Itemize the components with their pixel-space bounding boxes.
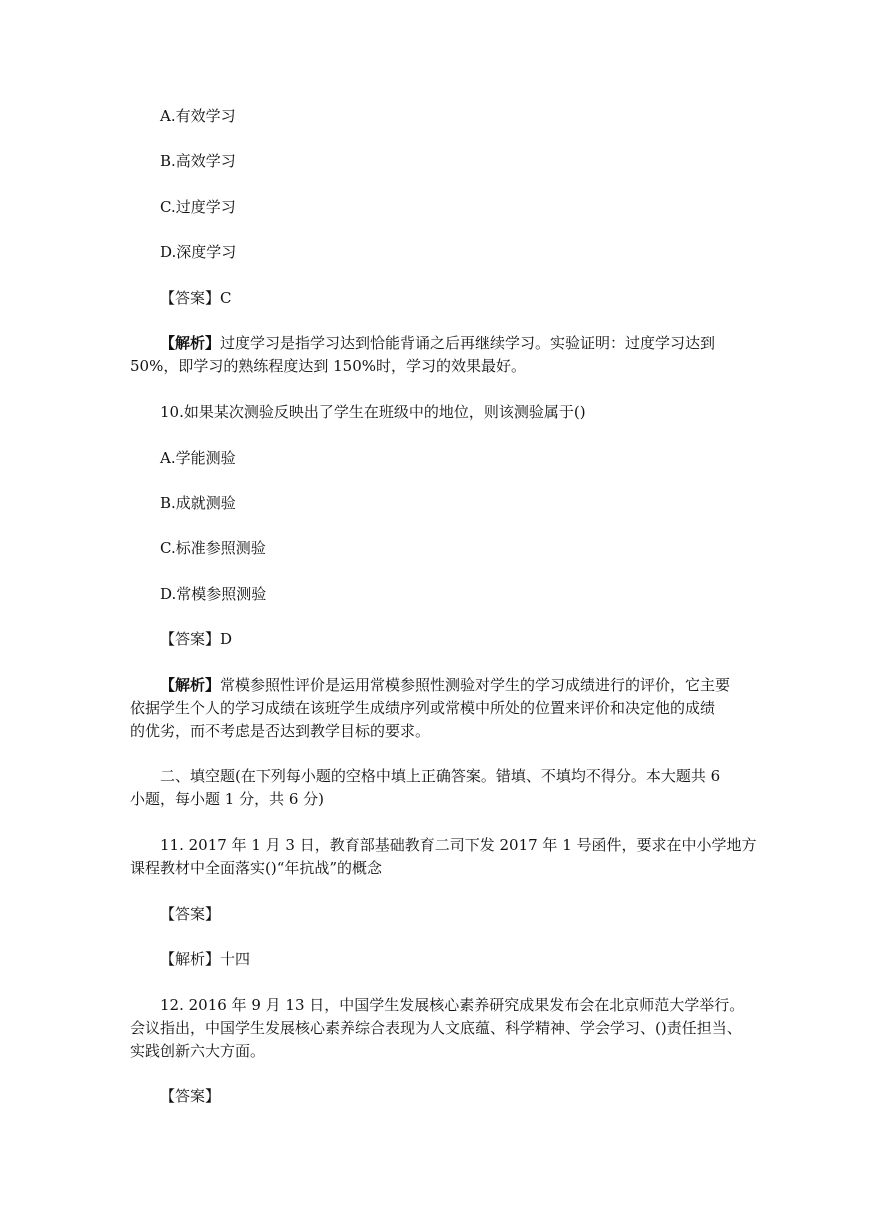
q12-question-line-2: 会议指出，中国学生发展核心素养综合表现为人文底蕴、科学精神、学会学习、()责任担当、 (130, 1019, 742, 1037)
analysis-tag: 【解析】 (160, 950, 221, 968)
q11-question-line-2: 课程教材中全面落实()“年抗战”的概念 (130, 859, 383, 877)
q12-question-line-1: 12. 2016 年 9 月 13 日，中国学生发展核心素养研究成果发布会在北京师范大学举行。 (160, 996, 745, 1014)
q9-option-b: B.高效学习 (160, 152, 236, 170)
analysis-value: 十四 (220, 950, 251, 968)
answer-value: D (220, 630, 233, 648)
q11-answer: 【答案】 (160, 905, 221, 923)
analysis-tag: 【解析】 (160, 334, 221, 352)
q9-option-c: C.过度学习 (160, 198, 236, 216)
q12-question-line-3: 实践创新六大方面。 (130, 1042, 266, 1060)
q9-answer (160, 287, 800, 310)
q10-answer (160, 628, 800, 651)
q10-option-a: A.学能测验 (160, 449, 236, 467)
section-fill-in-heading-line-2: 小题，每小题 1 分，共 6 分) (130, 790, 325, 808)
q9-option-a: A.有效学习 (160, 107, 236, 125)
q10-option-d: D.常模参照测验 (160, 585, 267, 603)
q10-option-c: C.标准参照测验 (160, 539, 266, 557)
analysis-tag: 【解析】 (160, 676, 221, 694)
q9-analysis-line-1: 【解析】过度学习是指学习达到恰能背诵之后再继续学习。实验证明：过度学习达到 (160, 334, 716, 352)
q12-answer: 【答案】 (160, 1087, 221, 1105)
answer-value: C (220, 289, 232, 307)
answer-tag: 【答案】 (160, 289, 221, 307)
q11-question-line-1: 11. 2017 年 1 月 3 日，教育部基础教育二司下发 2017 年 1 号函件，要求在中小学地方 (160, 836, 757, 854)
q10-analysis-line-1: 【解析】常模参照性评价是运用常模参照性测验对学生的学习成绩进行的评价，它主要 (160, 676, 731, 694)
q10-question: 10.如果某次测验反映出了学生在班级中的地位，则该测验属于() (160, 403, 586, 421)
section-fill-in-heading-line-1: 二、填空题(在下列每小题的空格中填上正确答案。错填、不填均不得分。本大题共 6 (160, 767, 721, 785)
q10-analysis-line-2: 依据学生个人的学习成绩在该班学生成绩序列或常模中所处的位置来评价和决定他的成绩 (130, 699, 716, 717)
q9-option-d: D.深度学习 (160, 243, 237, 261)
q10-option-b: B.成就测验 (160, 494, 236, 512)
answer-tag: 【答案】 (160, 630, 221, 648)
q10-analysis-line-3: 的优劣，而不考虑是否达到教学目标的要求。 (130, 722, 431, 740)
q11-analysis (160, 948, 800, 971)
q9-analysis-line-2: 50%，即学习的熟练程度达到 150%时，学习的效果最好。 (130, 357, 526, 375)
